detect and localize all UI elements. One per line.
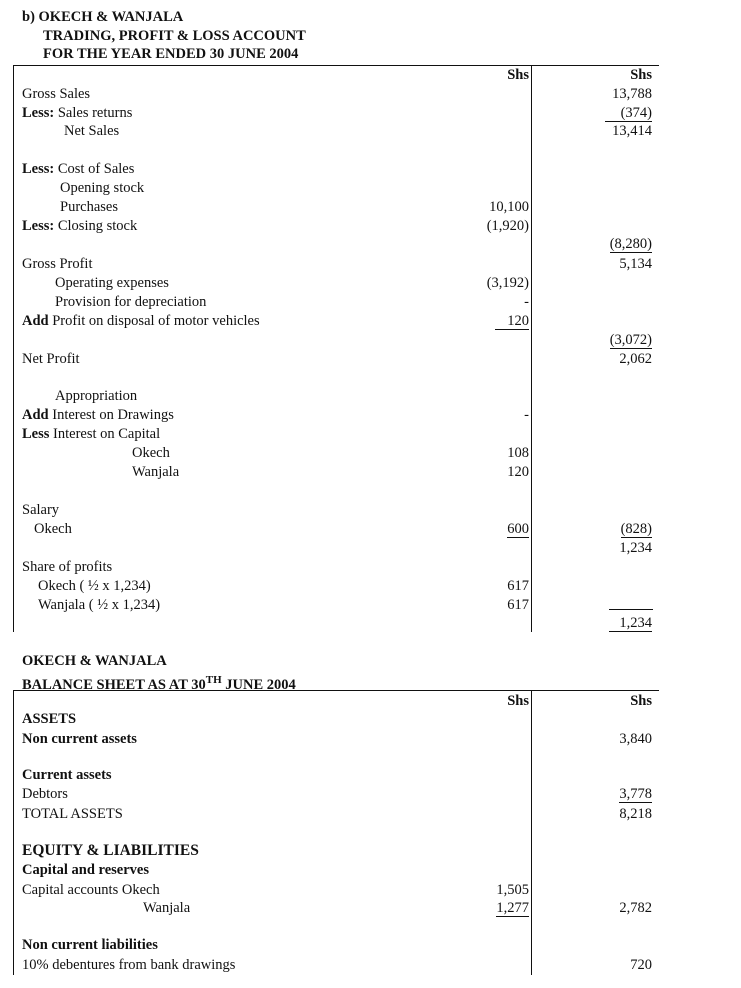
provision-value: - [524, 294, 529, 310]
pl-left-rule [13, 65, 14, 632]
interest-capital-prefix: Less [22, 426, 50, 442]
cost-of-sales-label: Cost of Sales [57, 161, 135, 177]
operating-expenses-value: (3,192) [486, 275, 529, 291]
capital-okech-value: 1,505 [496, 882, 529, 898]
assets-label: ASSETS [22, 711, 77, 727]
capital-wanjala-label: Wanjala [143, 900, 191, 916]
bs-heading-line1: OKECH & WANJALA [22, 653, 167, 669]
salary-okech-label: Okech [34, 521, 72, 537]
gross-sales-value: 13,788 [612, 86, 652, 102]
sales-returns-value: (374) [605, 105, 652, 122]
share-total-top-rule [609, 609, 653, 610]
interest-capital-row [22, 425, 160, 443]
purchases-value: 10,100 [489, 199, 529, 215]
closing-stock-value: (1,920) [486, 218, 529, 234]
bs-heading-post: JUNE 2004 [225, 676, 296, 693]
interest-drawings-label: Interest on Drawings [52, 407, 174, 423]
share-wanjala-label: Wanjala ( ½ x 1,234) [38, 597, 161, 613]
cost-of-sales-prefix: Less: [22, 161, 55, 177]
non-current-liabilities-label: Non current liabilities [22, 937, 158, 953]
capital-okech-label: Capital accounts Okech [22, 882, 160, 898]
salary-okech-right-wrap [560, 520, 652, 538]
bs-heading-sup: TH [205, 674, 222, 686]
bs-col-right-header: Shs [630, 693, 652, 709]
gross-sales-label: Gross Sales [22, 86, 91, 102]
capital-wanjala-wrap [440, 899, 529, 917]
ic-wanjala-value: 120 [507, 464, 529, 480]
gross-profit-label: Gross Profit [22, 256, 93, 272]
total-assets-label: TOTAL ASSETS [22, 806, 123, 822]
provision-label: Provision for depreciation [55, 294, 207, 310]
debtors-label: Debtors [22, 786, 68, 802]
capital-total-value: 2,782 [619, 900, 652, 916]
cost-of-sales-row [22, 160, 134, 178]
cos-total-wrap [560, 235, 652, 253]
salary-label: Salary [22, 502, 60, 518]
purchases-label: Purchases [60, 199, 118, 215]
sales-returns-label: Sales returns [57, 105, 133, 121]
salary-okech-mid-wrap [440, 520, 529, 538]
pl-heading-line1: b) OKECH & WANJALA [22, 9, 184, 25]
profit-disposal-label: Profit on disposal of motor vehicles [52, 313, 260, 329]
closing-stock-prefix: Less: [22, 218, 55, 234]
closing-stock-row [22, 217, 137, 235]
pl-heading-line2: TRADING, PROFIT & LOSS ACCOUNT [43, 28, 306, 44]
net-sales-value: 13,414 [612, 123, 652, 139]
interest-drawings-prefix: Add [22, 407, 49, 423]
share-okech-label: Okech ( ½ x 1,234) [38, 578, 151, 594]
non-current-assets-label: Non current assets [22, 731, 137, 747]
total-assets-value: 8,218 [619, 806, 652, 822]
residual-value: 1,234 [619, 540, 652, 556]
pl-heading-line3: FOR THE YEAR ENDED 30 JUNE 2004 [43, 46, 299, 62]
ic-okech-value: 108 [507, 445, 529, 461]
operating-expenses-label: Operating expenses [55, 275, 169, 291]
profit-disposal-prefix: Add [22, 313, 49, 329]
ic-okech-label: Okech [132, 445, 170, 461]
interest-capital-label: Interest on Capital [53, 426, 161, 442]
debentures-value: 720 [630, 957, 652, 973]
pl-col-right-header: Shs [630, 67, 652, 83]
interest-drawings-value: - [524, 407, 529, 423]
debtors-wrap [560, 785, 652, 803]
pl-mid-rule [531, 65, 532, 632]
salary-okech-mid: 600 [507, 521, 529, 537]
cos-total-value: (8,280) [609, 236, 652, 252]
debtors-value: 3,778 [619, 786, 652, 802]
bs-heading-pre: BALANCE SHEET AS AT 30 [22, 676, 206, 693]
interest-drawings-row [22, 406, 174, 424]
net-profit-label: Net Profit [22, 351, 80, 367]
bs-col-mid-header: Shs [507, 693, 529, 709]
non-current-assets-value: 3,840 [619, 731, 652, 747]
debentures-label: 10% debentures from bank drawings [22, 957, 236, 973]
share-total-value: 1,234 [609, 615, 652, 632]
current-assets-label: Current assets [22, 767, 112, 783]
sales-returns-prefix: Less: [22, 105, 55, 121]
share-wanjala-value: 617 [507, 597, 529, 613]
bs-left-rule [13, 690, 14, 975]
equity-liabilities-label: EQUITY & LIABILITIES [22, 842, 199, 859]
pl-col-mid-header: Shs [507, 67, 529, 83]
salary-okech-right: (828) [620, 521, 652, 537]
exp-total-value: (3,072) [609, 332, 652, 348]
ic-wanjala-label: Wanjala [132, 464, 180, 480]
profit-disposal-value: 120 [495, 313, 529, 330]
bs-mid-rule [531, 690, 532, 975]
share-total-wrap [560, 614, 652, 632]
net-profit-value: 2,062 [619, 351, 652, 367]
sales-returns-row [22, 104, 132, 122]
sales-returns-value-wrap [560, 104, 652, 122]
closing-stock-label: Closing stock [57, 218, 138, 234]
bs-top-rule [13, 690, 659, 691]
profit-disposal-row [22, 312, 260, 330]
opening-stock-label: Opening stock [60, 180, 145, 196]
exp-total-wrap [560, 331, 652, 349]
gross-profit-value: 5,134 [619, 256, 652, 272]
net-sales-label: Net Sales [64, 123, 120, 139]
appropriation-label: Appropriation [55, 388, 138, 404]
capital-wanjala-mid: 1,277 [496, 900, 529, 916]
share-okech-value: 617 [507, 578, 529, 594]
profit-disposal-wrap [440, 312, 529, 330]
share-profits-label: Share of profits [22, 559, 113, 575]
capital-reserves-label: Capital and reserves [22, 862, 150, 878]
